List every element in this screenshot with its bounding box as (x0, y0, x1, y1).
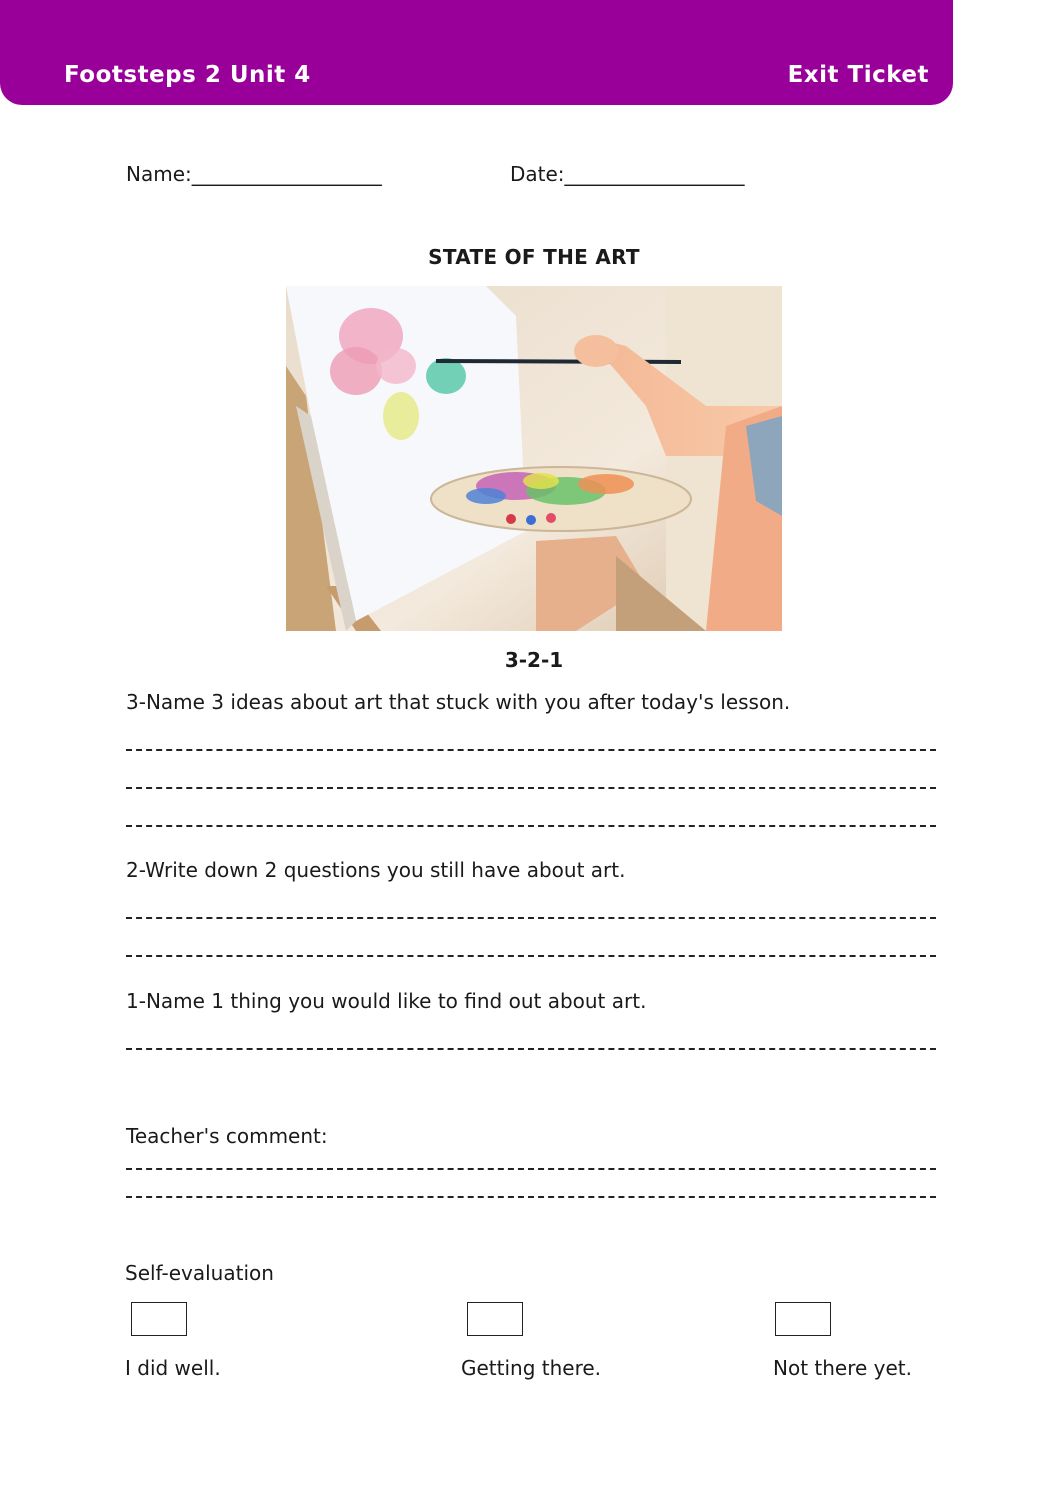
header-bar (0, 0, 953, 105)
self-eval-checkbox-not-yet[interactable] (775, 1302, 831, 1336)
worksheet-title: STATE OF THE ART (428, 245, 640, 269)
self-evaluation-label: Self-evaluation (125, 1261, 274, 1285)
self-eval-checkbox-well[interactable] (131, 1302, 187, 1336)
painting-photo (286, 286, 782, 631)
comment-line[interactable] (126, 1168, 936, 1170)
answer-line[interactable] (126, 749, 936, 751)
answer-line[interactable] (126, 955, 936, 957)
self-eval-option-label: I did well. (125, 1356, 221, 1380)
answer-line[interactable] (126, 825, 936, 827)
exit-ticket-label: Exit Ticket (787, 62, 929, 88)
unit-title: Footsteps 2 Unit 4 (64, 62, 311, 88)
teacher-comment-label: Teacher's comment: (126, 1124, 328, 1148)
section-heading: 3-2-1 (504, 648, 564, 672)
comment-line[interactable] (126, 1196, 936, 1198)
name-field[interactable]: Name:___________________ (126, 162, 382, 186)
question-3: 3-Name 3 ideas about art that stuck with you after today's lesson. (126, 690, 791, 714)
question-1: 1-Name 1 thing you would like to find out about art. (126, 989, 647, 1013)
self-eval-option-label: Not there yet. (773, 1356, 913, 1380)
self-eval-checkbox-getting-there[interactable] (467, 1302, 523, 1336)
self-eval-option-label: Getting there. (461, 1356, 602, 1380)
answer-line[interactable] (126, 1048, 936, 1050)
answer-line[interactable] (126, 917, 936, 919)
date-field[interactable]: Date:__________________ (510, 162, 745, 186)
question-2: 2-Write down 2 questions you still have about art. (126, 858, 626, 882)
answer-line[interactable] (126, 787, 936, 789)
